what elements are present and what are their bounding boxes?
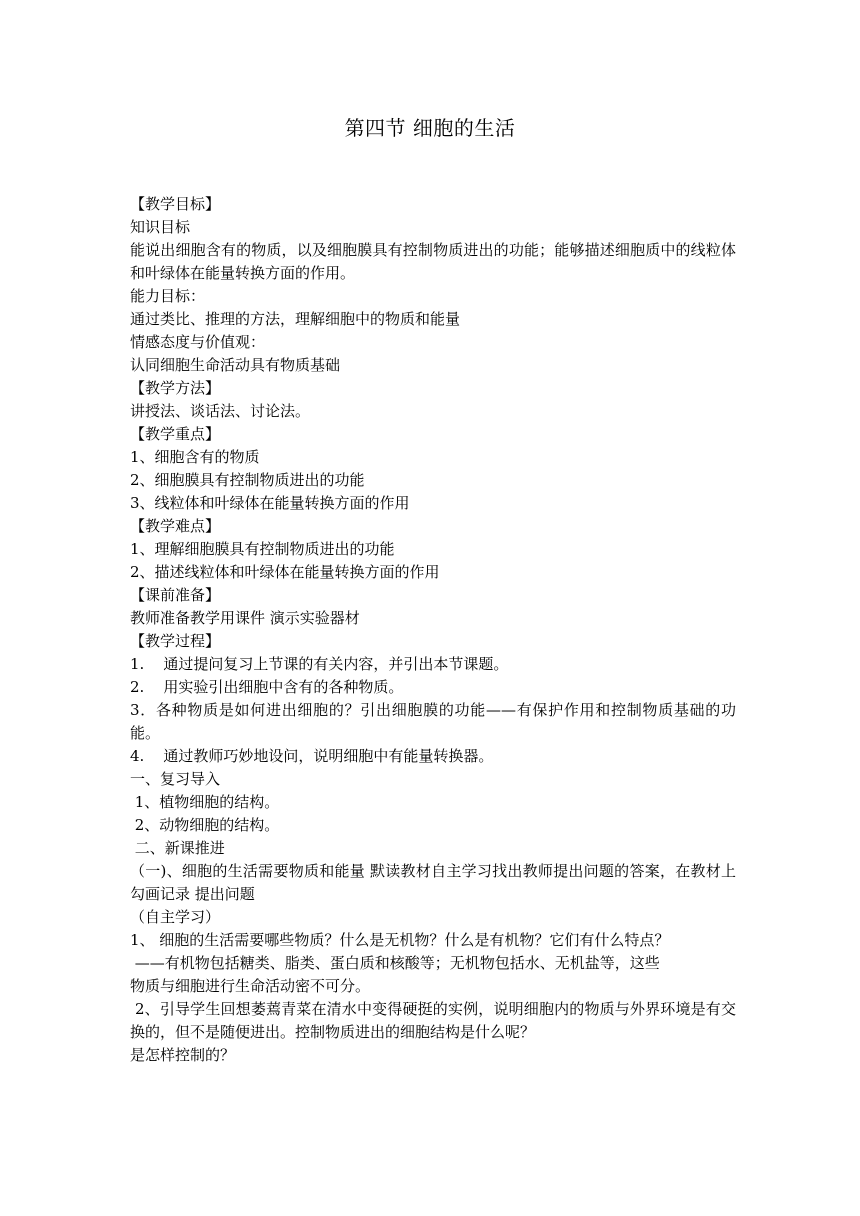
subheading-self-study: （自主学习） (130, 908, 221, 926)
subheading-ability-goal: 能力目标： (130, 287, 206, 305)
section-heading-objectives: 【教学目标】 (130, 195, 221, 213)
subheading-new-lesson: 二、新课推进 (130, 839, 225, 857)
list-item: 4. 通过教师巧妙地设问，说明细胞中有能量转换器。 (130, 747, 494, 765)
list-item: 3、线粒体和叶绿体在能量转换方面的作用 (130, 494, 410, 512)
list-item: 2、细胞膜具有控制物质进出的功能 (130, 471, 365, 489)
paragraph-knowledge-goal: 能说出细胞含有的物质，以及细胞膜具有控制物质进出的功能；能够描述细胞质中的线粒体和叶绿体在能量转换方面的作用。 (130, 241, 736, 282)
subheading-review: 一、复习导入 (130, 770, 221, 788)
page-title: 第四节 细胞的生活 (344, 116, 516, 140)
paragraph-ability-goal: 通过类比、推理的方法，理解细胞中的物质和能量 (130, 310, 461, 328)
paragraph-answer-one: ——有机物包括糖类、脂类、蛋白质和核酸等；无机物包括水、无机盐等，这些 (130, 954, 660, 972)
subheading-knowledge-goal: 知识目标 (130, 218, 191, 236)
list-item: 1、植物细胞的结构。 (130, 793, 280, 811)
paragraph-answer-one-cont: 物质与细胞进行生命活动密不可分。 (130, 977, 371, 995)
section-heading-preparation: 【课前准备】 (130, 586, 221, 604)
section-heading-difficulties: 【教学难点】 (130, 517, 221, 535)
paragraph-question-two-cont: 是怎样控制的？ (130, 1046, 236, 1064)
list-item: 1. 通过提问复习上节课的有关内容，并引出本节课题。 (130, 655, 509, 673)
paragraph-preparation: 教师准备教学用课件 演示实验器材 (130, 609, 360, 627)
list-item: 1、理解细胞膜具有控制物质进出的功能 (130, 540, 395, 558)
section-heading-methods: 【教学方法】 (130, 379, 221, 397)
list-item: 3．各种物质是如何进出细胞的？引出细胞膜的功能——有保护作用和控制物质基础的功能。 (130, 701, 736, 742)
list-item: 2、动物细胞的结构。 (130, 816, 280, 834)
paragraph-question-one: 1、 细胞的生活需要哪些物质？什么是无机物？什么是有机物？它们有什么特点？ (130, 931, 670, 949)
list-item: 2、描述线粒体和叶绿体在能量转换方面的作用 (130, 563, 440, 581)
paragraph-attitude-goal: 认同细胞生命活动具有物质基础 (130, 356, 341, 374)
document-body (130, 193, 736, 1067)
list-item: 2. 用实验引出细胞中含有的各种物质。 (130, 678, 404, 696)
subheading-attitude-goal: 情感态度与价值观： (130, 333, 266, 351)
paragraph-methods: 讲授法、谈话法、讨论法。 (130, 402, 311, 420)
section-heading-process: 【教学过程】 (130, 632, 221, 650)
list-item: 1、细胞含有的物质 (130, 448, 260, 466)
paragraph-question-two: 2、引导学生回想萎蔫青菜在清水中变得硬挺的实例，说明细胞内的物质与外界环境是有交换的，但不是随便进出。控制物质进出的细胞结构是什么呢？ (130, 1000, 736, 1041)
paragraph-part-one: （一)、细胞的生活需要物质和能量 默读教材自主学习找出教师提出问题的答案，在教材上勾画记录 提出问题 (130, 862, 736, 903)
section-heading-key-points: 【教学重点】 (130, 425, 221, 443)
